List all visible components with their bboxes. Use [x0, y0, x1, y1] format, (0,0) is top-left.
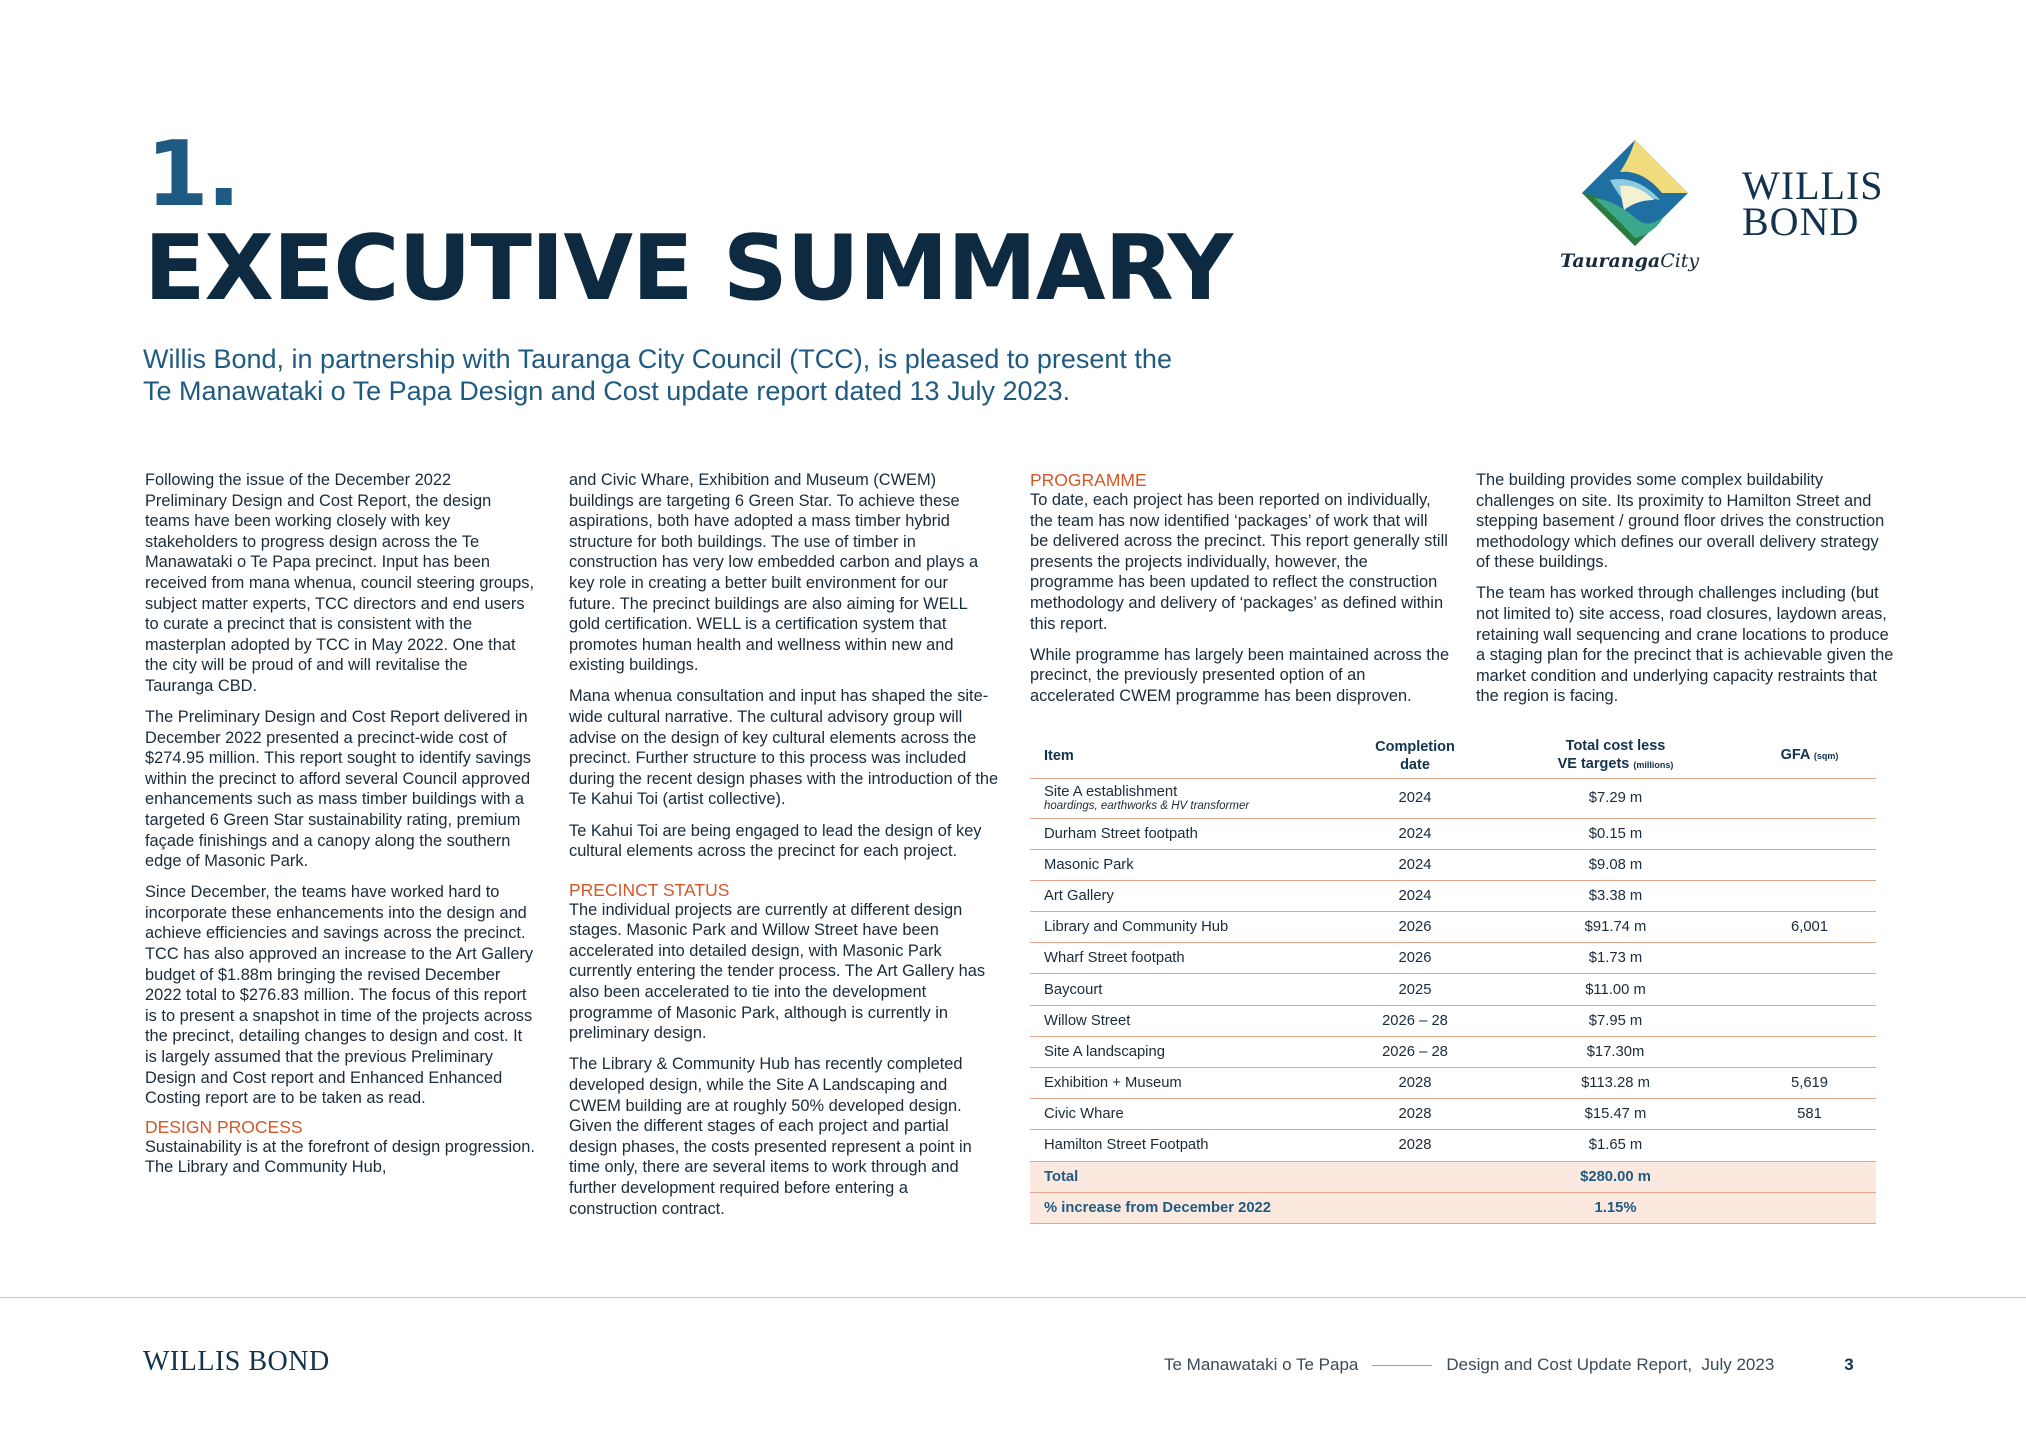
- tauranga-diamond-icon: [1580, 138, 1690, 248]
- section-number: 1.: [146, 122, 239, 227]
- paragraph: While programme has largely been maintained across the precinct, the previously presented option of an accelerated CWEM programme has been disproven.: [1030, 645, 1450, 705]
- cell-date: 2028: [1342, 1130, 1488, 1161]
- cell-item: Library and Community Hub: [1030, 912, 1342, 943]
- intro-line-2: Te Manawataki o Te Papa Design and Cost update report dated 13 July 2023.: [143, 376, 1071, 406]
- page-number: 3: [1844, 1355, 1854, 1374]
- cell-item: Hamilton Street Footpath: [1030, 1130, 1342, 1161]
- cell-empty: [1743, 1161, 1876, 1192]
- column-1: [145, 470, 535, 1189]
- paragraph: Following the issue of the December 2022 Preliminary Design and Cost Report, the design teams have been working closely with key stakeholders to progress design across the Te Manawataki o Te Papa precinct. Input has been received from mana whenua, council steering groups, subject matter experts, TCC directors and end users to curate a precinct that is consistent with the masterplan adopted by TCC in May 2022. One that the city will be proud of and will revitalise the Tauranga CBD.: [145, 471, 535, 695]
- item-name: Site A establishment: [1044, 783, 1178, 800]
- header-logos: [1540, 130, 1900, 280]
- cell-increase-label: % increase from December 2022: [1030, 1192, 1488, 1223]
- footer-info: [1164, 1355, 1854, 1375]
- cell-total-cost: $280.00 m: [1488, 1161, 1743, 1192]
- cell-date: 2026 – 28: [1342, 1005, 1488, 1036]
- col-header-date: [1342, 736, 1488, 778]
- cell-date: 2026 – 28: [1342, 1036, 1488, 1067]
- cell-cost: $17.30m: [1488, 1036, 1743, 1067]
- cell-empty: [1342, 1161, 1488, 1192]
- table-row: [1030, 1005, 1876, 1036]
- cell-date: 2024: [1342, 818, 1488, 849]
- column-2: [569, 470, 999, 1230]
- cell-cost: $11.00 m: [1488, 974, 1743, 1005]
- table-row: [1030, 1099, 1876, 1130]
- footer-report: Design and Cost Update Report, July 2023: [1446, 1355, 1775, 1374]
- heading-programme: PROGRAMME: [1030, 470, 1147, 490]
- intro-line-1: Willis Bond, in partnership with Tauranga City Council (TCC), is pleased to present the: [143, 344, 1172, 374]
- footer-divider: [0, 1297, 2026, 1298]
- item-subtext: hoardings, earthworks & HV transformer: [1044, 799, 1250, 812]
- wb-logo-line-1: WILLIS: [1742, 163, 1884, 208]
- paragraph: The Library & Community Hub has recently completed developed design, while the Site A Landscaping and CWEM building are at roughly 50% developed design. Given the different stages of each project and partial design phases, the costs presented represent a point in time only, there are several items to work through and further development required before entering a construction contract.: [569, 1055, 972, 1218]
- table-header-row: [1030, 736, 1876, 778]
- cell-total-label: Total: [1030, 1161, 1342, 1192]
- cell-gfa: [1743, 974, 1876, 1005]
- cell-cost: $7.29 m: [1488, 778, 1743, 818]
- col-header-gfa-unit: (sqm): [1813, 751, 1839, 762]
- table-row: [1030, 880, 1876, 911]
- cell-item: Wharf Street footpath: [1030, 943, 1342, 974]
- cell-item: Civic Whare: [1030, 1099, 1342, 1130]
- cell-cost: $7.95 m: [1488, 1005, 1743, 1036]
- cell-cost: $91.74 m: [1488, 912, 1743, 943]
- cell-cost: $9.08 m: [1488, 849, 1743, 880]
- cell-gfa: 581: [1743, 1099, 1876, 1130]
- cell-gfa: [1743, 1036, 1876, 1067]
- willis-bond-logo: [1742, 163, 1884, 244]
- cell-date: 2024: [1342, 778, 1488, 818]
- heading-precinct-status: PRECINCT STATUS: [569, 879, 730, 900]
- cell-item: Durham Street footpath: [1030, 818, 1342, 849]
- cell-gfa: [1743, 849, 1876, 880]
- column-4: [1476, 470, 1896, 718]
- tcc-name-main: Tauranga: [1560, 250, 1661, 272]
- col-header-date-line2: date: [1400, 756, 1430, 773]
- paragraph: Since December, the teams have worked hard to incorporate these enhancements into the design and achieve efficiencies and savings across the precinct. TCC has also approved an increase to the Art Gallery budget of $1.88m bringing the revised December 2022 total to $276.83 million. The focus of this report is to present a snapshot in time of the projects across the precinct, detailing changes to design and cost. It is largely assumed that the previous Preliminary Design and Cost report and Enhanced Enhanced Costing report are to be taken as read.: [145, 883, 534, 1108]
- col-header-gfa: [1743, 736, 1876, 778]
- table-row: [1030, 778, 1876, 818]
- col-header-cost-line2: VE targets: [1557, 756, 1630, 773]
- cell-date: 2025: [1342, 974, 1488, 1005]
- cell-item: [1030, 778, 1342, 818]
- cell-cost: $3.38 m: [1488, 880, 1743, 911]
- heading-design-process: DESIGN PROCESS: [145, 1116, 303, 1137]
- cell-date: 2026: [1342, 943, 1488, 974]
- col-header-date-line1: Completion: [1375, 738, 1455, 755]
- cost-table: [1030, 736, 1876, 1224]
- footer-separator: [1372, 1365, 1432, 1366]
- cell-gfa: [1743, 943, 1876, 974]
- cell-item: Site A landscaping: [1030, 1036, 1342, 1067]
- tauranga-city-wordmark: [1560, 250, 1699, 272]
- col-header-cost-line1: Total cost less: [1565, 738, 1666, 755]
- cell-date: 2028: [1342, 1068, 1488, 1099]
- paragraph: Te Kahui Toi are being engaged to lead the design of key cultural elements across the precinct for each project.: [569, 821, 982, 861]
- cell-date: 2024: [1342, 880, 1488, 911]
- table-row: [1030, 1036, 1876, 1067]
- cell-item: Willow Street: [1030, 1005, 1342, 1036]
- table-row: [1030, 818, 1876, 849]
- cell-gfa: 5,619: [1743, 1068, 1876, 1099]
- cell-date: 2024: [1342, 849, 1488, 880]
- paragraph: To date, each project has been reported on individually, the team has now identified ‘packages’ of work that will be delivered across the precinct. This report generally still presents the projects individually, however, the programme has been updated to reflect the construction methodology and delivery of ‘packages’ as defined within this report.: [1030, 491, 1448, 633]
- cell-date: 2026: [1342, 912, 1488, 943]
- cell-gfa: 6,001: [1743, 912, 1876, 943]
- paragraph: The individual projects are currently at different design stages. Masonic Park and Willow Street have been accelerated into detailed design, with Masonic Park currently entering the tender process. The Art Gallery has also been accelerated to tie into the development programme of Masonic Park, although is currently in preliminary design.: [569, 900, 986, 1043]
- paragraph: The team has worked through challenges including (but not limited to) site access, road closures, laydown areas, retaining wall sequencing and crane locations to produce a staging plan for the precinct that is achievable given the market condition and underlying capacity restraints that the region is facing.: [1476, 584, 1894, 706]
- cell-item: Art Gallery: [1030, 880, 1342, 911]
- intro-text: [143, 343, 1293, 407]
- wb-logo-line-2: BOND: [1742, 199, 1860, 244]
- col-header-item: Item: [1030, 736, 1342, 778]
- table-row: [1030, 849, 1876, 880]
- footer-logo: WILLIS BOND: [143, 1346, 330, 1377]
- table-row: [1030, 1068, 1876, 1099]
- table-row: [1030, 943, 1876, 974]
- paragraph: and Civic Whare, Exhibition and Museum (CWEM) buildings are targeting 6 Green Star. To achieve these aspirations, both have adopted a mass timber hybrid structure for both buildings. The use of timber in construction has very low embedded carbon and plays a key role in creating a better built environment for our future. The precinct buildings are also aiming for WELL gold certification. WELL is a certification system that promotes human health and wellness within new and existing buildings.: [569, 471, 979, 675]
- cell-gfa: [1743, 880, 1876, 911]
- table-row: [1030, 1130, 1876, 1161]
- cell-cost: $113.28 m: [1488, 1068, 1743, 1099]
- paragraph: Mana whenua consultation and input has shaped the site-wide cultural narrative. The cultural advisory group will advise on the design of key cultural elements across the precinct. Further structure to this process was included during the recent design phases with the introduction of the Te Kahui Toi (artist collective).: [569, 687, 999, 809]
- cell-cost: $1.65 m: [1488, 1130, 1743, 1161]
- cell-empty: [1743, 1192, 1876, 1223]
- cell-item: Baycourt: [1030, 974, 1342, 1005]
- page-title: EXECUTIVE SUMMARY: [144, 216, 1233, 321]
- col-header-gfa-label: GFA: [1780, 747, 1810, 764]
- paragraph: The building provides some complex buildability challenges on site. Its proximity to Hamilton Street and stepping basement / ground floor drives the construction methodology which defines our overall delivery strategy of these buildings.: [1476, 471, 1885, 572]
- cell-cost: $1.73 m: [1488, 943, 1743, 974]
- table-row: [1030, 974, 1876, 1005]
- tauranga-city-logo: [1552, 138, 1702, 280]
- cell-gfa: [1743, 818, 1876, 849]
- paragraph: Sustainability is at the forefront of design progression. The Library and Community Hub,: [145, 1137, 535, 1177]
- tcc-name-suffix: City: [1660, 250, 1700, 272]
- cell-cost: $0.15 m: [1488, 818, 1743, 849]
- table-total-row: [1030, 1161, 1876, 1192]
- cell-item: Exhibition + Museum: [1030, 1068, 1342, 1099]
- cell-gfa: [1743, 1130, 1876, 1161]
- column-3: [1030, 470, 1450, 717]
- paragraph: The Preliminary Design and Cost Report delivered in December 2022 presented a precinct-wide cost of $274.95 million. This report sought to identify savings within the precinct to afford several Council approved enhancements such as mass timber buildings with a targeted 6 Green Star sustainability rating, premium façade finishings and a canopy along the southern edge of Masonic Park.: [145, 708, 532, 871]
- col-header-cost: [1488, 736, 1743, 778]
- cell-date: 2028: [1342, 1099, 1488, 1130]
- table-increase-row: [1030, 1192, 1876, 1223]
- cell-gfa: [1743, 1005, 1876, 1036]
- footer-project: Te Manawataki o Te Papa: [1164, 1355, 1359, 1374]
- col-header-cost-unit: (millions): [1633, 760, 1674, 771]
- cell-cost: $15.47 m: [1488, 1099, 1743, 1130]
- cell-gfa: [1743, 778, 1876, 818]
- cell-item: Masonic Park: [1030, 849, 1342, 880]
- cell-increase-value: 1.15%: [1488, 1192, 1743, 1223]
- table-row: [1030, 912, 1876, 943]
